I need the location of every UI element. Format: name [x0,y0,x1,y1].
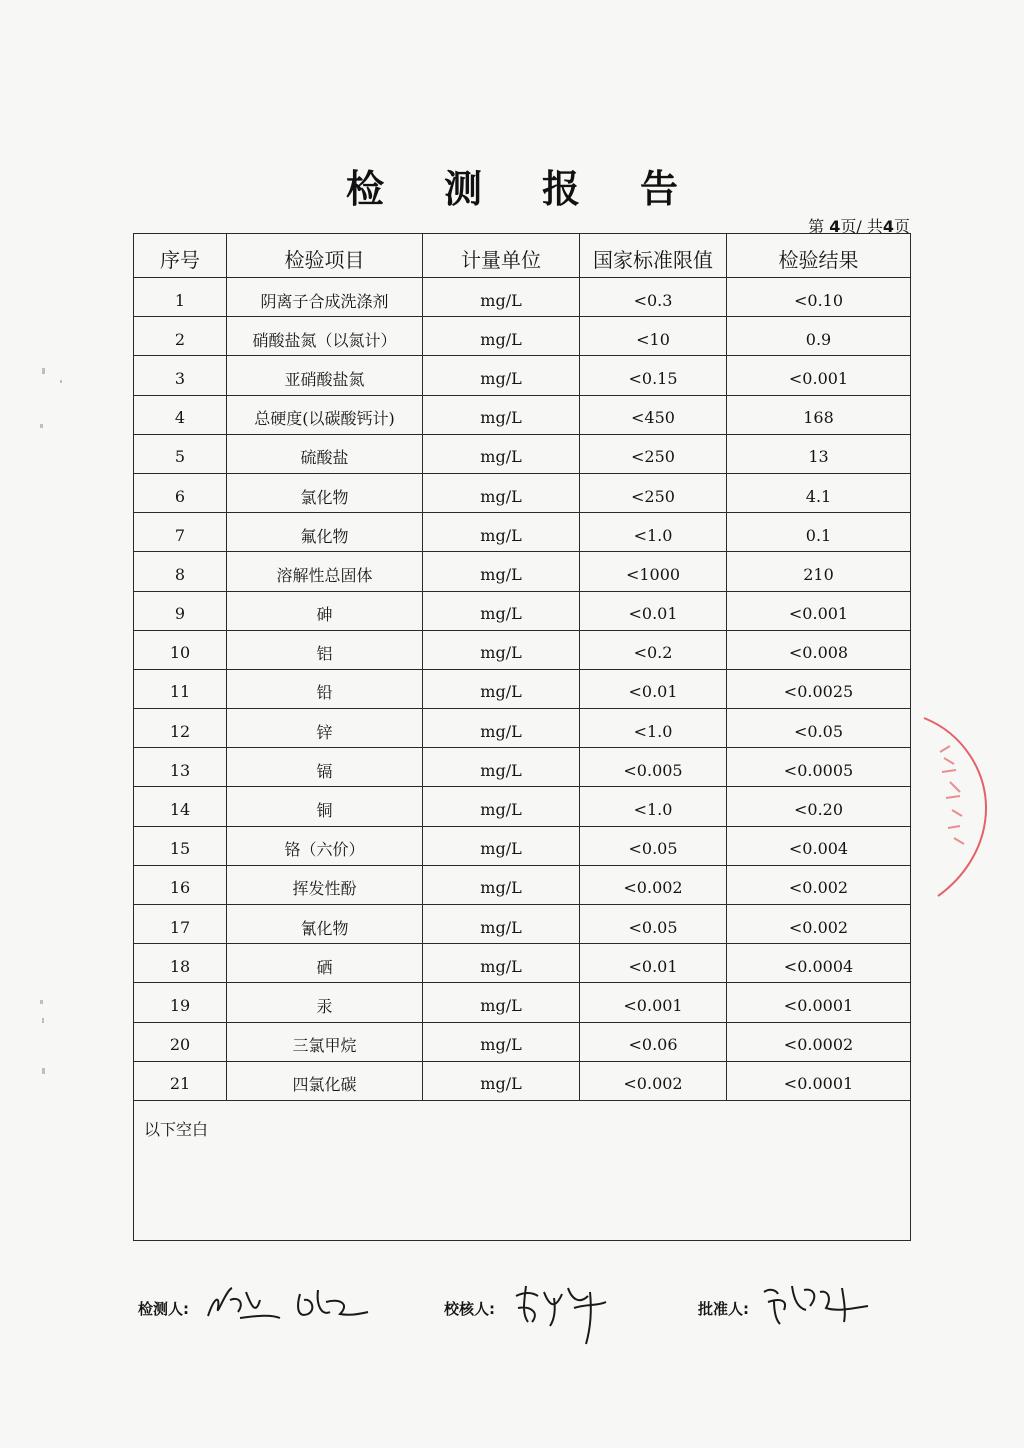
cell-result: <0.0002 [727,1022,911,1061]
page-total: 4 [882,217,894,236]
cell-serial: 5 [134,434,227,473]
cell-unit: mg/L [423,591,580,630]
cell-item: 氯化物 [227,473,423,512]
cell-serial: 7 [134,513,227,552]
page-current: 4 [829,217,841,236]
cell-result: <0.0004 [727,944,911,983]
cell-limit: <250 [580,473,727,512]
table-row [134,317,911,356]
cell-serial: 9 [134,591,227,630]
cell-item: 铬（六价） [227,826,423,865]
cell-item: 阴离子合成洗涤剂 [227,278,423,317]
table-row [134,278,911,317]
cell-unit: mg/L [423,669,580,708]
header-result: 检验结果 [727,234,911,278]
cell-serial: 2 [134,317,227,356]
cell-result: <0.0025 [727,669,911,708]
table-row [134,513,911,552]
cell-result: 0.9 [727,317,911,356]
cell-limit: <0.05 [580,826,727,865]
blank-note: 以下空白 [134,1100,911,1240]
cell-limit: <0.06 [580,1022,727,1061]
tester-signature [200,1278,380,1328]
cell-serial: 12 [134,709,227,748]
cell-limit: <0.05 [580,905,727,944]
cell-limit: <0.002 [580,865,727,904]
table-row [134,983,911,1022]
cell-serial: 14 [134,787,227,826]
cell-unit: mg/L [423,826,580,865]
page-middle: 页/ 共 [840,217,883,236]
cell-serial: 4 [134,395,227,434]
cell-result: <0.001 [727,356,911,395]
cell-unit: mg/L [423,905,580,944]
cell-serial: 10 [134,630,227,669]
cell-unit: mg/L [423,1061,580,1100]
signature-area [138,1278,918,1348]
cell-result: 4.1 [727,473,911,512]
cell-unit: mg/L [423,473,580,512]
cell-limit: <0.01 [580,591,727,630]
cell-limit: <10 [580,317,727,356]
cell-unit: mg/L [423,787,580,826]
cell-limit: <450 [580,395,727,434]
cell-limit: <0.01 [580,669,727,708]
cell-serial: 15 [134,826,227,865]
cell-serial: 18 [134,944,227,983]
cell-item: 锌 [227,709,423,748]
cell-serial: 16 [134,865,227,904]
cell-unit: mg/L [423,748,580,787]
reviewer-label: 校核人: [444,1300,495,1318]
cell-result: <0.10 [727,278,911,317]
header-unit: 计量单位 [423,234,580,278]
cell-result: <0.004 [727,826,911,865]
table-row [134,591,911,630]
cell-unit: mg/L [423,552,580,591]
cell-result: 13 [727,434,911,473]
table-row [134,1022,911,1061]
cell-limit: <250 [580,434,727,473]
cell-serial: 19 [134,983,227,1022]
cell-unit: mg/L [423,709,580,748]
cell-limit: <0.2 [580,630,727,669]
cell-unit: mg/L [423,395,580,434]
cell-unit: mg/L [423,944,580,983]
cell-item: 硝酸盐氮（以氮计） [227,317,423,356]
cell-unit: mg/L [423,356,580,395]
table-row [134,709,911,748]
cell-item: 铝 [227,630,423,669]
cell-item: 汞 [227,983,423,1022]
cell-item: 挥发性酚 [227,865,423,904]
cell-unit: mg/L [423,317,580,356]
table-row [134,865,911,904]
table-row [134,669,911,708]
cell-limit: <0.01 [580,944,727,983]
results-table [133,233,911,1241]
cell-limit: <1000 [580,552,727,591]
cell-item: 砷 [227,591,423,630]
table-row [134,356,911,395]
page-prefix: 第 [808,217,830,236]
cell-serial: 11 [134,669,227,708]
table-row [134,905,911,944]
cell-serial: 17 [134,905,227,944]
cell-serial: 20 [134,1022,227,1061]
cell-item: 铜 [227,787,423,826]
cell-unit: mg/L [423,513,580,552]
cell-item: 溶解性总固体 [227,552,423,591]
cell-unit: mg/L [423,434,580,473]
reviewer-signature [510,1278,620,1348]
cell-result: <0.001 [727,591,911,630]
cell-unit: mg/L [423,865,580,904]
cell-item: 铅 [227,669,423,708]
cell-serial: 21 [134,1061,227,1100]
header-serial: 序号 [134,234,227,278]
cell-result: <0.0001 [727,983,911,1022]
cell-unit: mg/L [423,983,580,1022]
cell-item: 镉 [227,748,423,787]
red-seal-stamp [920,712,990,902]
cell-result: <0.20 [727,787,911,826]
cell-serial: 1 [134,278,227,317]
cell-result: 0.1 [727,513,911,552]
cell-result: <0.002 [727,905,911,944]
table-row [134,1061,911,1100]
cell-item: 亚硝酸盐氮 [227,356,423,395]
header-item: 检验项目 [227,234,423,278]
cell-serial: 6 [134,473,227,512]
cell-result: <0.05 [727,709,911,748]
cell-result: 210 [727,552,911,591]
report-title: 检测报告 [345,167,738,211]
cell-serial: 3 [134,356,227,395]
cell-item: 三氯甲烷 [227,1022,423,1061]
table-row [134,473,911,512]
table-row [134,826,911,865]
approver-label: 批准人: [698,1300,749,1318]
tester-label: 检测人: [138,1300,189,1318]
cell-item: 总硬度(以碳酸钙计) [227,395,423,434]
cell-result: <0.0001 [727,1061,911,1100]
table-row [134,395,911,434]
cell-limit: <0.001 [580,983,727,1022]
table-row [134,434,911,473]
cell-limit: <1.0 [580,513,727,552]
table-row [134,552,911,591]
cell-unit: mg/L [423,278,580,317]
cell-result: <0.008 [727,630,911,669]
cell-limit: <0.3 [580,278,727,317]
cell-item: 硒 [227,944,423,983]
cell-result: <0.002 [727,865,911,904]
table-row [134,787,911,826]
cell-item: 硫酸盐 [227,434,423,473]
cell-item: 氟化物 [227,513,423,552]
table-row [134,944,911,983]
cell-limit: <0.15 [580,356,727,395]
table-row [134,748,911,787]
cell-item: 四氯化碳 [227,1061,423,1100]
table-body [134,278,911,1101]
table-header-row [134,234,911,278]
cell-result: 168 [727,395,911,434]
cell-limit: <0.005 [580,748,727,787]
note-row [134,1100,911,1240]
approver-signature [758,1278,888,1328]
table-row [134,630,911,669]
cell-limit: <1.0 [580,787,727,826]
cell-serial: 8 [134,552,227,591]
cell-unit: mg/L [423,1022,580,1061]
cell-limit: <0.002 [580,1061,727,1100]
cell-serial: 13 [134,748,227,787]
cell-item: 氰化物 [227,905,423,944]
cell-limit: <1.0 [580,709,727,748]
page-suffix: 页 [893,217,910,236]
cell-result: <0.0005 [727,748,911,787]
header-limit: 国家标准限值 [580,234,727,278]
cell-unit: mg/L [423,630,580,669]
